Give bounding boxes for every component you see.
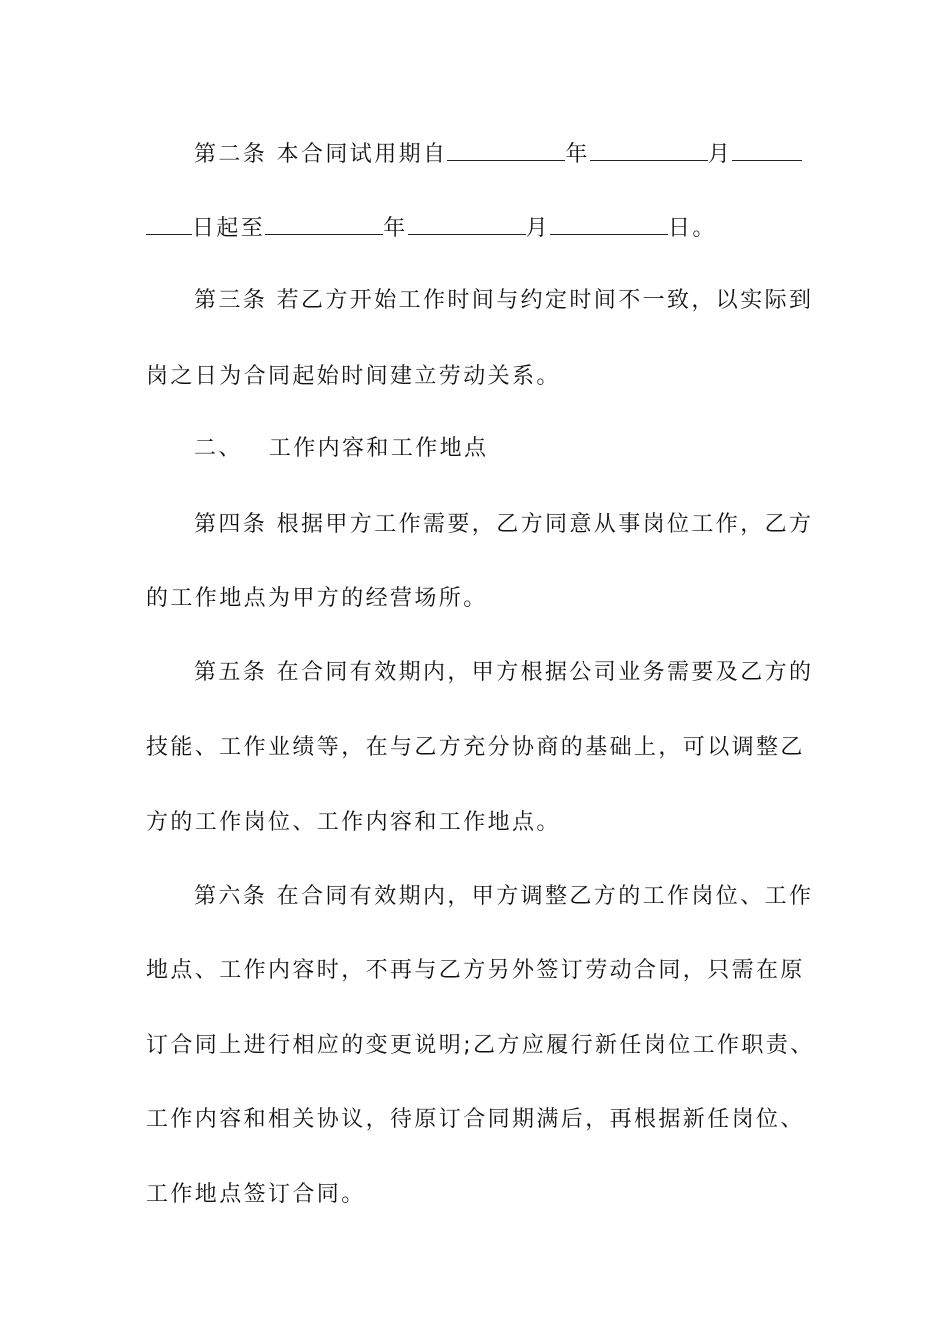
clause-6-line-5: 工作地点签订合同。 xyxy=(146,1182,366,1207)
blank-end-month xyxy=(408,212,526,235)
day-label: 日。 xyxy=(668,216,717,241)
clause-2-line-1 xyxy=(194,138,806,170)
blank-start-month xyxy=(590,138,708,161)
section-title: 工作内容和工作地点 xyxy=(268,436,489,461)
clause-5-line-1: 第五条 在合同有效期内，甲方根据公司业务需要及乙方的 xyxy=(194,660,814,685)
clause-5-line-3: 方的工作岗位、工作内容和工作地点。 xyxy=(146,810,561,835)
blank-end-year xyxy=(265,212,383,235)
blank-start-year xyxy=(447,138,565,161)
clause-4-line-1: 第四条 根据甲方工作需要，乙方同意从事岗位工作，乙方 xyxy=(194,512,814,537)
section-heading xyxy=(194,434,806,464)
month-label: 月 xyxy=(525,216,551,241)
blank-end-day xyxy=(550,212,668,235)
clause-6-line-2: 地点、工作内容时，不再与乙方另外签订劳动合同，只需在原 xyxy=(146,958,805,983)
clause-4-line-2: 的工作地点为甲方的经营场所。 xyxy=(146,586,488,611)
clause-3-line-1: 第三条 若乙方开始工作时间与约定时间不一致，以实际到 xyxy=(194,288,814,313)
section-number: 二、 xyxy=(194,436,243,461)
clause-6-line-4: 工作内容和相关协议，待原订合同期满后，再根据新任岗位、 xyxy=(146,1107,805,1132)
clause-3-line-2: 岗之日为合同起始时间建立劳动关系。 xyxy=(146,364,561,389)
clause-2-text: 第二条 本合同试用期自 xyxy=(194,142,448,167)
clause-2-line-2 xyxy=(146,212,806,244)
year-label: 年 xyxy=(383,216,408,241)
clause-6-line-3: 订合同上进行相应的变更说明;乙方应履行新任岗位工作职责、 xyxy=(146,1033,815,1058)
month-label: 月 xyxy=(707,142,733,167)
blank-start-day-part1 xyxy=(732,138,802,161)
day-to-label: 日起至 xyxy=(192,216,266,241)
year-label: 年 xyxy=(565,142,590,167)
blank-start-day-part2 xyxy=(146,212,192,235)
clause-5-line-2: 技能、工作业绩等，在与乙方充分协商的基础上，可以调整乙 xyxy=(146,735,805,760)
clause-6-line-1: 第六条 在合同有效期内，甲方调整乙方的工作岗位、工作 xyxy=(194,884,814,909)
